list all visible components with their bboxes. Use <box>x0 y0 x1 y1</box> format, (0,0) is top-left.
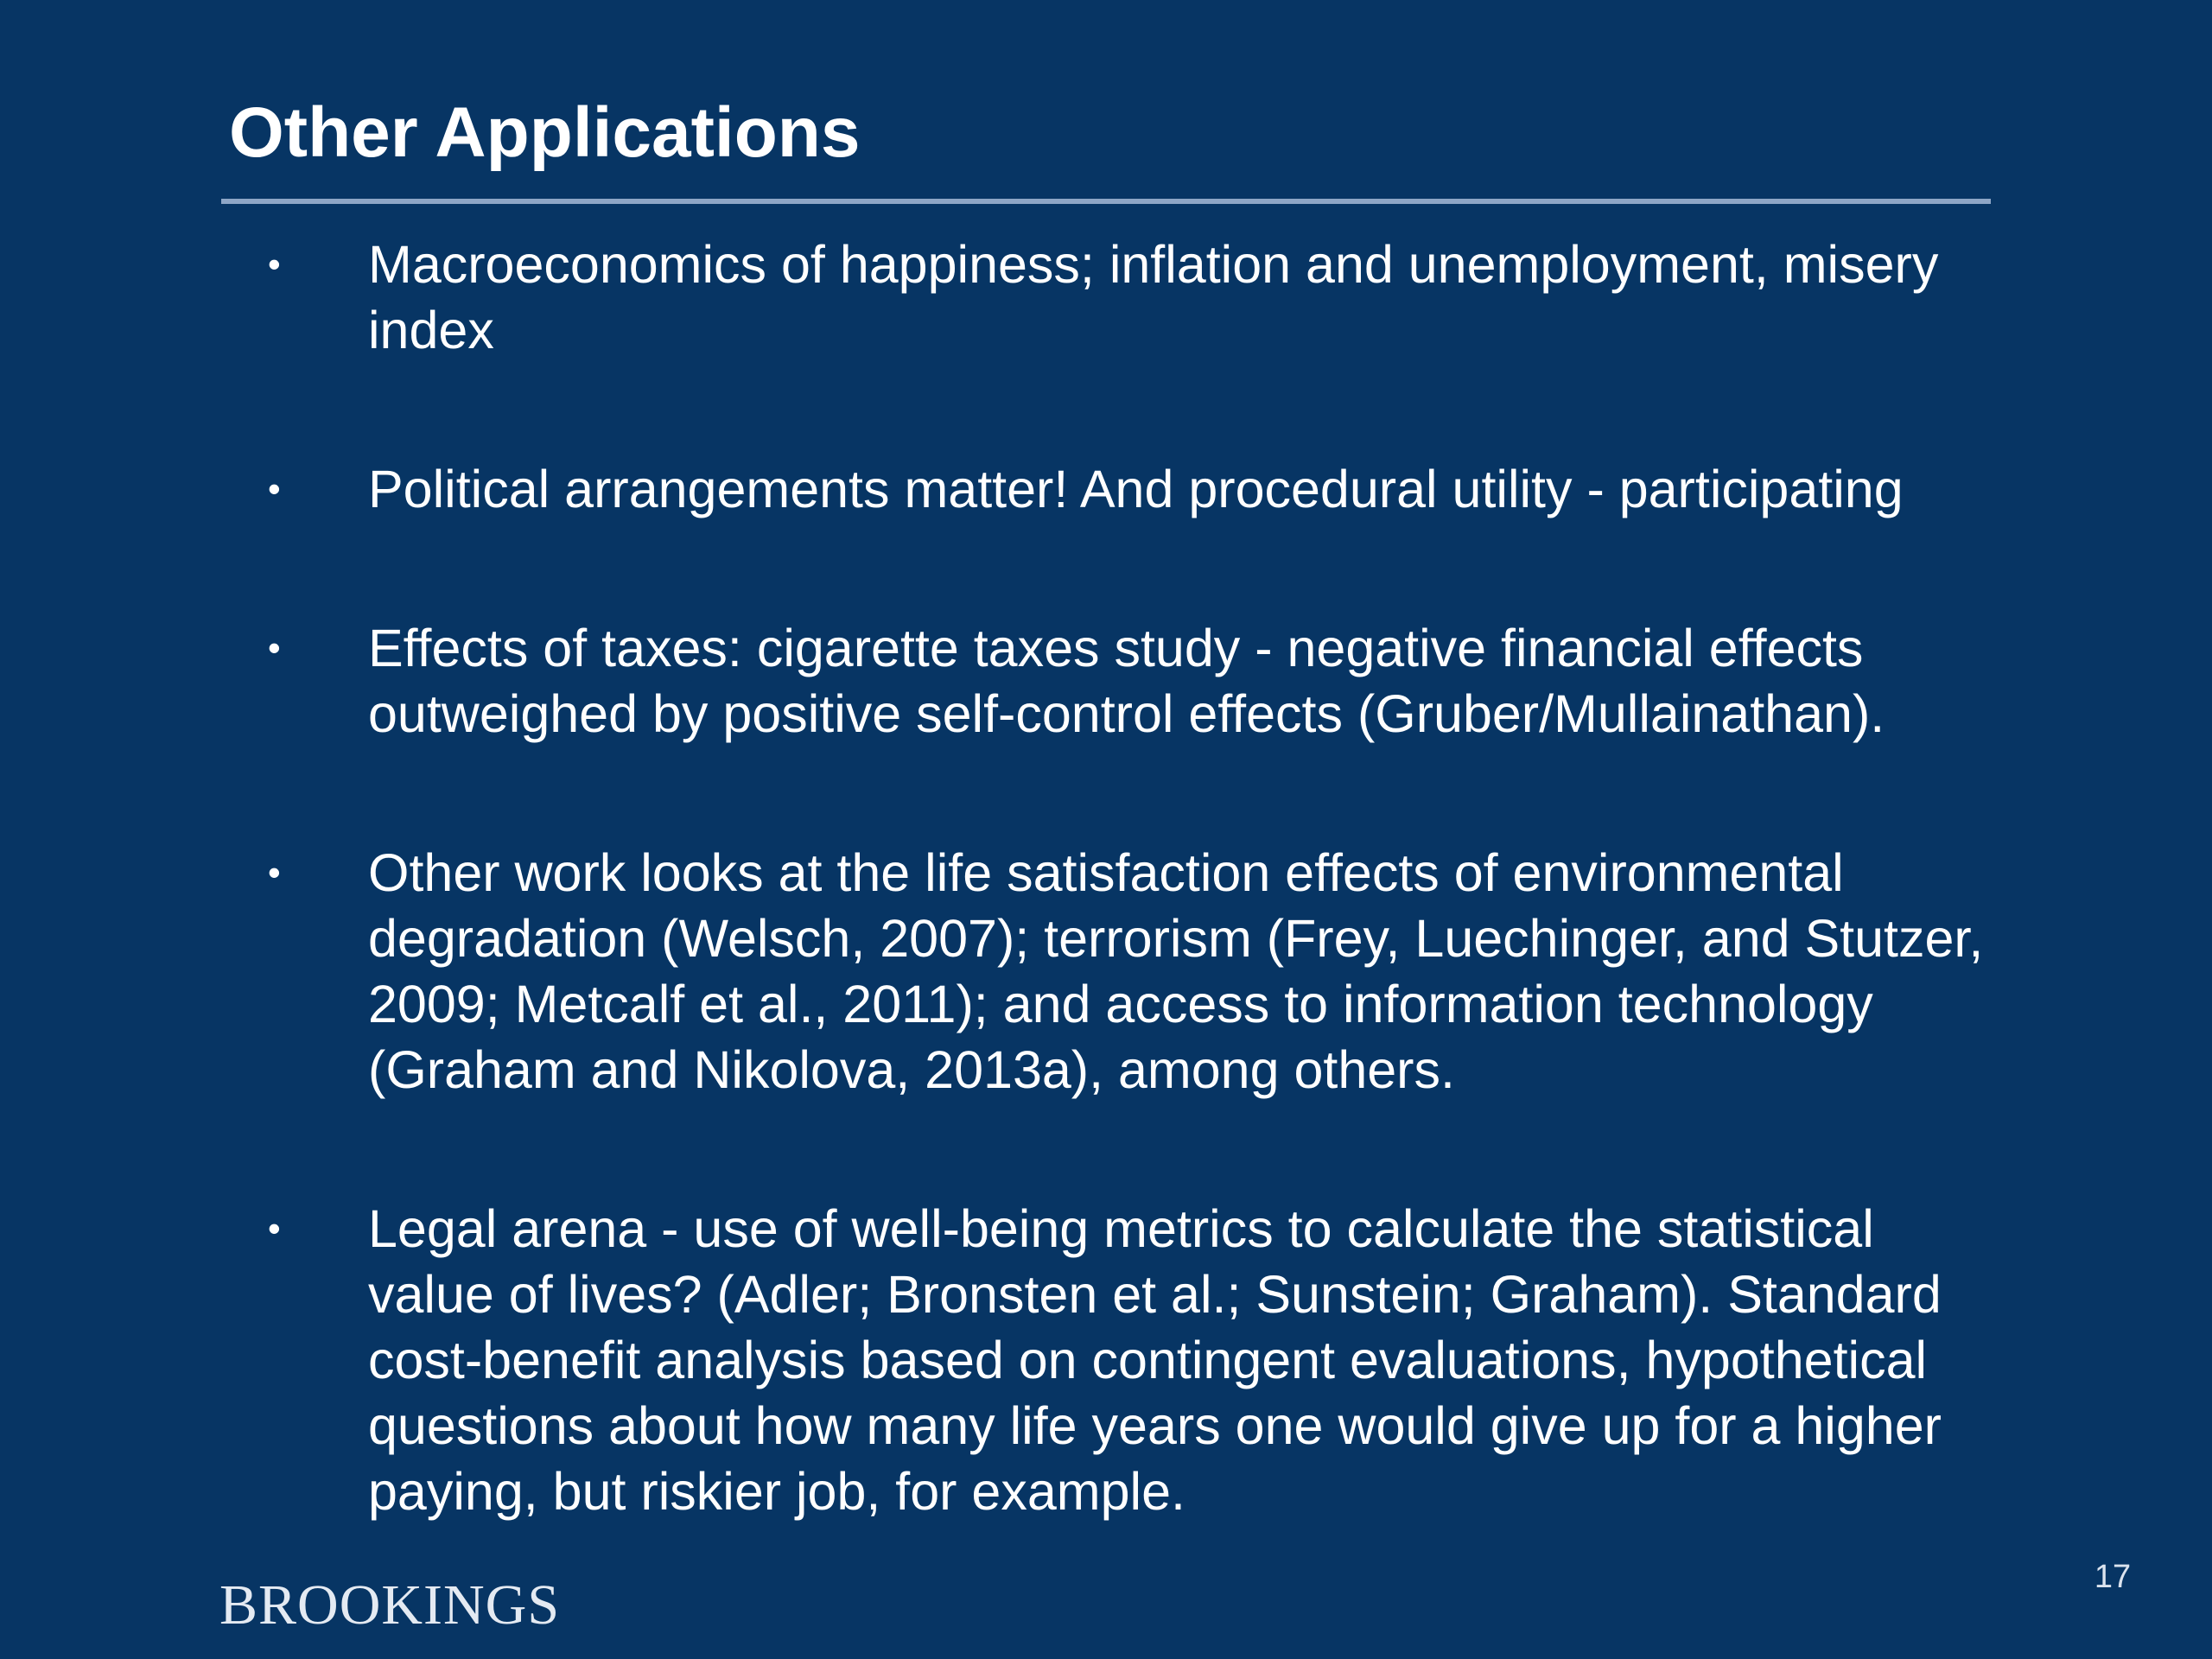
bullet-text-4: Other work looks at the life satisfaction effects of environmental degradation (Welsch, 2007); terrorism (Frey, Luechinger, and Stutzer, 2009; Metcalf et al., 2011); and access to information technology (Graham and Nikolova, 2013a), among others. <box>368 843 1984 1099</box>
bullet-dot-icon: • <box>268 468 281 509</box>
brookings-logo: BROOKINGS <box>219 1573 561 1637</box>
bullet-item-4 <box>259 840 1987 1103</box>
bullet-dot-icon: • <box>268 627 281 668</box>
bullet-text-3: Effects of taxes: cigarette taxes study - negative financial effects outweighed by positive self-control effects (Gruber/Mullainathan). <box>368 619 1885 743</box>
bullet-dot-icon: • <box>268 1208 281 1249</box>
bullet-dot-icon: • <box>268 244 281 284</box>
bullet-text-1: Macroeconomics of happiness; inflation and unemployment, misery index <box>368 235 1939 359</box>
slide-title: Other Applications <box>229 93 861 172</box>
page-number: 17 <box>2094 1559 2132 1595</box>
bullet-item-2 <box>259 456 1987 522</box>
bullet-text-2: Political arrangements matter! And procedural utility - participating <box>368 460 1904 518</box>
bullet-item-5 <box>259 1196 1987 1524</box>
bullet-dot-icon: • <box>268 852 281 893</box>
bullet-text-5: Legal arena - use of well-being metrics to calculate the statistical value of lives? (Adler; Bronsten et al.; Sunstein; Graham). Standard cost-benefit analysis based on contingent evaluations, hypothetical questions about how many life years one would give up for a higher paying, but riskier job, for example. <box>368 1199 1942 1521</box>
bullet-item-1 <box>259 232 1987 363</box>
bullet-item-3 <box>259 615 1987 747</box>
bullet-list <box>259 232 1987 1524</box>
title-divider <box>221 199 1991 204</box>
